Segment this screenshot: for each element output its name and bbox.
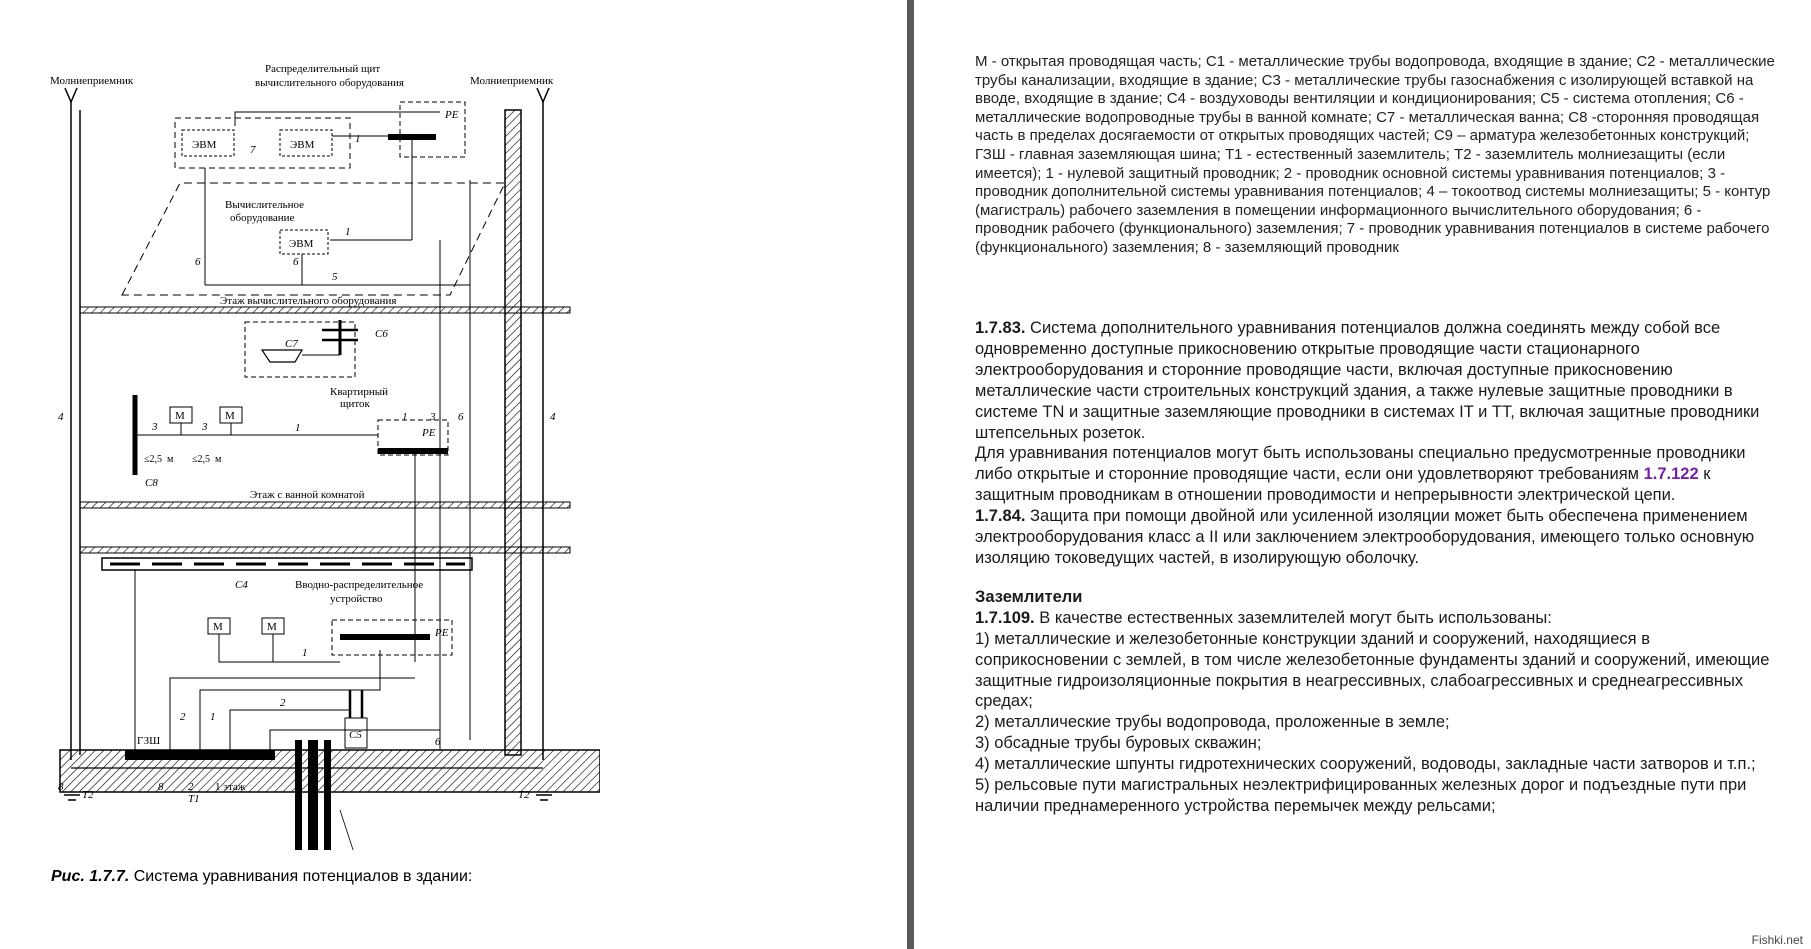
section-1784 (975, 506, 1775, 569)
gzsh-label: ГЗШ (137, 735, 161, 747)
dist-unit-2: м (215, 454, 222, 465)
pe-bar-middle (378, 448, 448, 454)
t2-label-right: T2 (518, 789, 530, 801)
pe-label-top: PE (445, 109, 459, 121)
num-4-left: 4 (58, 411, 64, 423)
num-6-a: 6 (195, 256, 201, 268)
section-1784-text: Защита при помощи двойной или усиленной изоляции может быть обеспечена применением электрооборудования класс а II или заключением электрооборудования, имеющего только основную изоляцию токоведущих частей, в изолирующую оболочку. (975, 507, 1755, 567)
num-1-bottom: 1 (302, 647, 308, 659)
lightning-label-right: Молниеприемник (470, 75, 554, 87)
c7-label: C7 (285, 338, 298, 350)
pipe-c1 (295, 740, 302, 850)
floor-slab-middle (80, 502, 570, 508)
section-1783-text: Система дополнительного уравнивания потенциалов должна соединять между собой все одновременно доступные прикосновению открытые проводящие части стационарного электрооборудования и сторонние проводящие части, включая доступные прикосновению металлические части строительных конструкций здания, а также нулевые защитные проводники в системе TN и защитные заземляющие проводники в системах IT и TT, включая защитные проводники штепсельных розеток. (975, 319, 1760, 442)
input-label-2: устройство (330, 593, 383, 605)
pe-bar-bottom (340, 634, 430, 640)
num-1-evm: 1 (345, 226, 351, 238)
lightning-label-left: Молниеприемник (50, 75, 134, 87)
body-text (975, 318, 1775, 817)
earth-electrode-t2-left (64, 795, 80, 800)
computing-label-2: оборудование (230, 212, 295, 224)
num-3-a: 3 (152, 421, 158, 433)
motor-m-3: M (213, 621, 223, 633)
section-heading (975, 587, 1775, 608)
section-17109 (975, 608, 1775, 629)
c6-label: C6 (375, 328, 388, 340)
num-6-b: 6 (293, 256, 299, 268)
figure-caption (51, 868, 472, 886)
panel-title-2: вычислительного оборудования (255, 77, 404, 89)
pe-bar-top (388, 134, 436, 140)
earth-electrode-t2-right (536, 795, 552, 800)
floor-first-label: 1 этаж (215, 781, 246, 793)
c4-label: C4 (235, 579, 248, 591)
page-divider (907, 0, 914, 949)
num-6-vert: 6 (458, 411, 464, 423)
dist-2: ≤2,5 (192, 454, 210, 465)
list-item: 3) обсадные трубы буровых скважин; (975, 734, 1262, 753)
heading-zazemliteli: Заземлители (975, 587, 1083, 606)
motor-m-2: M (225, 410, 235, 422)
num-7: 7 (250, 144, 256, 156)
computing-label-1: Вычислительное (225, 199, 305, 211)
right-wall (505, 110, 521, 755)
section-1783-number: 1.7.83. (975, 319, 1026, 337)
num-5: 5 (332, 271, 338, 283)
list-item: 4) металлические шпунты гидротехнических сооружений, водоводы, закладные части затворов и т.п.; (975, 755, 1756, 774)
c5-label: C5 (349, 729, 362, 741)
num-3-vert: 3 (430, 411, 436, 423)
caption-number: Рис. 1.7.7. (51, 868, 130, 885)
floor-computing-label: Этаж вычислительного оборудования (220, 295, 397, 307)
section-1783 (975, 318, 1775, 443)
t1-label: T1 (188, 793, 200, 805)
num-1-mid: 1 (295, 422, 301, 434)
gzsh-bar (125, 750, 275, 760)
floor-slab-bottom (80, 547, 570, 553)
section-1783-p2 (975, 443, 1775, 506)
ref-link-17122[interactable]: 1.7.122 (1643, 465, 1699, 484)
pe-label-middle: PE (422, 427, 436, 439)
num-1-gzsh: 1 (210, 711, 216, 723)
equipotential-bonding-diagram (40, 50, 600, 850)
floor-bath-label: Этаж с ванной комнатой (250, 489, 365, 501)
motor-m-1: M (175, 410, 185, 422)
list-item: 2) металлические трубы водопровода, проложенные в земле; (975, 713, 1450, 732)
num-2-b: 2 (280, 697, 286, 709)
num-1-vert: 1 (402, 411, 408, 423)
dist-1: ≤2,5 (144, 454, 162, 465)
section-1783-p2a: Для уравнивания потенциалов могут быть использованы специально предусмотренные проводники либо открытые и сторонние проводящие части, если они удовлетворяют требованиям (975, 444, 1746, 484)
pipe-c2 (308, 740, 318, 850)
dist-unit-1: м (167, 454, 174, 465)
lightning-rod-right (537, 88, 549, 760)
list-item: 1) металлические и железобетонные конструкции зданий и сооружений, находящиеся в соприкосновении с землей, в том числе железобетонные фундаменты зданий и сооружений, имеющие защитные гидроизоляционные покрытия в неагрессивных, слабоагрессивных и среднеагрессивных средах; (975, 629, 1770, 711)
num-8-b: 8 (158, 781, 164, 793)
num-3-b: 3 (202, 421, 208, 433)
panel-title: Распределительный щит (265, 63, 381, 75)
section-1784-number: 1.7.84. (975, 507, 1026, 526)
num-1-top: 1 (355, 133, 361, 145)
apartment-label-1: Квартирный (330, 386, 388, 398)
num-2-a: 2 (180, 711, 186, 723)
section-17109-text: В качестве естественных заземлителей могут быть использованы: (1034, 608, 1552, 627)
num-6-bottom: 6 (435, 736, 441, 748)
section-1783-p2b: к защитным проводникам в отношении проводимости и непрерывности электрической цепи. (975, 465, 1711, 505)
num-4-right: 4 (550, 411, 556, 423)
apartment-label-2: щиток (340, 398, 370, 410)
input-label-1: Вводно-распределительное (295, 579, 424, 591)
pe-label-bottom: PE (435, 627, 449, 639)
floor-slab-top (80, 307, 570, 313)
c8-label: C8 (145, 477, 158, 489)
legend-text: M - открытая проводящая часть; C1 - металлические трубы водопровода, входящие в здание; C2 - металлические трубы канализации, входящие в здание; C3 - металлические трубы газоснабжения с изолирующей вставкой на вводе, входящие в здание; C4 - воздуховоды вентиляции и кондиционирования; C5 - система отопления; C6 - металлические водопроводные трубы в ванной комнате; C7 - металлическая ванна; C8 -сторонняя проводящая часть в пределах досягаемости от открытых проводящих частей; C9 – арматура железобетонных конструкций; ГЗШ - главная заземляющая шина; T1 - естественный заземлитель; T2 - заземлитель молниезащиты (если имеется); 1 - нулевой защитный проводник; 2 - проводник основной системы уравнивания потенциалов; 3 - проводник дополнительной системы уравнивания потенциалов; 4 – токоотвод системы молниезащиты; 5 - контур (магистраль) рабочего заземления в помещении информационного вычислительного оборудования; 6 - проводник рабочего (функционального) заземления; 7 - проводник уравнивания потенциалов в системе рабочего (функционального) заземления; 8 - заземляющий проводник (975, 53, 1775, 256)
list-item: 5) рельсовые пути магистральных неэлектрифицированных железных дорог и подъездные пути при наличии преднамеренного устройства перемычек между рельсами; (975, 776, 1747, 815)
watermark: Fishki.net (1751, 933, 1803, 947)
evm-label-3: ЭВМ (289, 238, 314, 250)
lightning-rod-left (65, 88, 77, 760)
evm-label-1: ЭВМ (192, 139, 217, 151)
pipe-c3 (324, 740, 331, 850)
num-2-c: 2 (188, 781, 194, 793)
section-17109-number: 1.7.109. (975, 608, 1035, 627)
motor-m-4: M (267, 621, 277, 633)
evm-label-2: ЭВМ (290, 139, 315, 151)
caption-text: Система уравнивания потенциалов в здании: (129, 868, 473, 885)
t2-label-left: T2 (82, 789, 94, 801)
num-8-a: 8 (58, 781, 64, 793)
